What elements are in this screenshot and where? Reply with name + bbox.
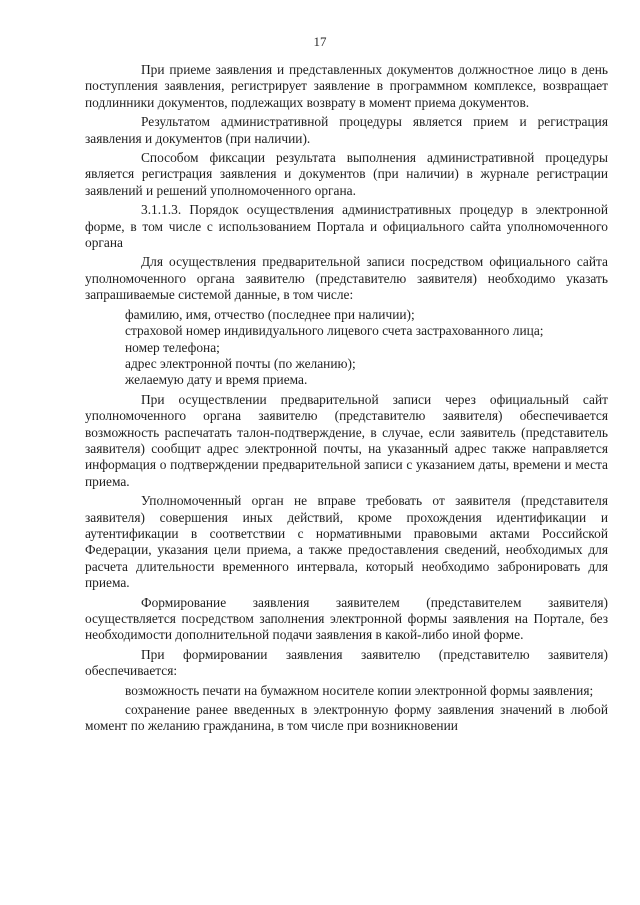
paragraph-preliminary-record: Для осуществления предварительной записи посредством официального сайта уполномоченного органа заявителю (представителю заявителя) необходимо указать запрашиваемые системой данные, в том числе: — [85, 254, 608, 303]
paragraph-no-extra-requirements: Уполномоченный орган не вправе требовать от заявителя (представителя заявителя) совершения иных действий, кроме прохождения идентификации и аутентификации в соответствии с нормативными правовыми актами Российской Федерации, указания цели приема, а также предоставления сведений, необходимых для расчета длительности временного интервала, который необходимо забронировать для приема. — [85, 493, 608, 591]
paragraph-application-forming: Формирование заявления заявителем (представителем заявителя) осуществляется посредством заполнения электронной формы заявления на Портале, без необходимости дополнительной подачи заявления в какой-либо иной форме. — [85, 594, 608, 643]
paragraph-result: Результатом административной процедуры является прием и регистрация заявления и документов (при наличии). — [85, 114, 608, 146]
page-number: 17 — [313, 34, 327, 49]
paragraph-reception-procedure: При приеме заявления и представленных документов должностное лицо в день поступления заявления, регистрирует заявление в программном комплексе, возвращает подлинники документов, подлежащих возврату в момент приема документов. — [85, 62, 608, 110]
list-item-print-copy: возможность печати на бумажном носителе копии электронной формы заявления; — [125, 682, 594, 698]
list-item-save-values: сохранение ранее введенных в электронную форму заявления значений в любой момент по желанию гражданина, в том числе при возникновении — [85, 702, 608, 734]
paragraph-fixation-method: Способом фиксации результата выполнения административной процедуры является регистрация заявления и документов (при наличии) в журнале регистрации заявлений и решений уполномоченного органа. — [85, 150, 608, 198]
list-item-email: адрес электронной почты (по желанию); — [125, 355, 356, 371]
list-item-full-name: фамилию, имя, отчество (последнее при наличии); — [125, 306, 415, 322]
paragraph-forming-provides: При формировании заявления заявителю (представителю заявителя) обеспечивается: — [85, 646, 608, 679]
list-item-snils: страховой номер индивидуального лицевого счета застрахованного лица; — [125, 323, 544, 339]
list-item-date-time: желаемую дату и время приема. — [125, 372, 308, 388]
paragraph-confirmation-ticket: При осуществлении предварительной записи через официальный сайт уполномоченного органа заявителю (представителю заявителя) обеспечивается возможность распечатать талон-подтверждение, в случае, если заявитель (представитель заявителя) сообщит адрес электронной почты, на указанный адрес также направляется информация о подтверждении предварительной записи с указанием даты, времени и места приема. — [85, 391, 608, 489]
body-text — [85, 62, 608, 738]
section-heading-3-1-1-3: 3.1.1.3. Порядок осуществления административных процедур в электронной форме, в том числе с использованием Портала и официального сайта уполномоченного органа — [85, 202, 608, 251]
list-item-phone: номер телефона; — [125, 339, 220, 355]
